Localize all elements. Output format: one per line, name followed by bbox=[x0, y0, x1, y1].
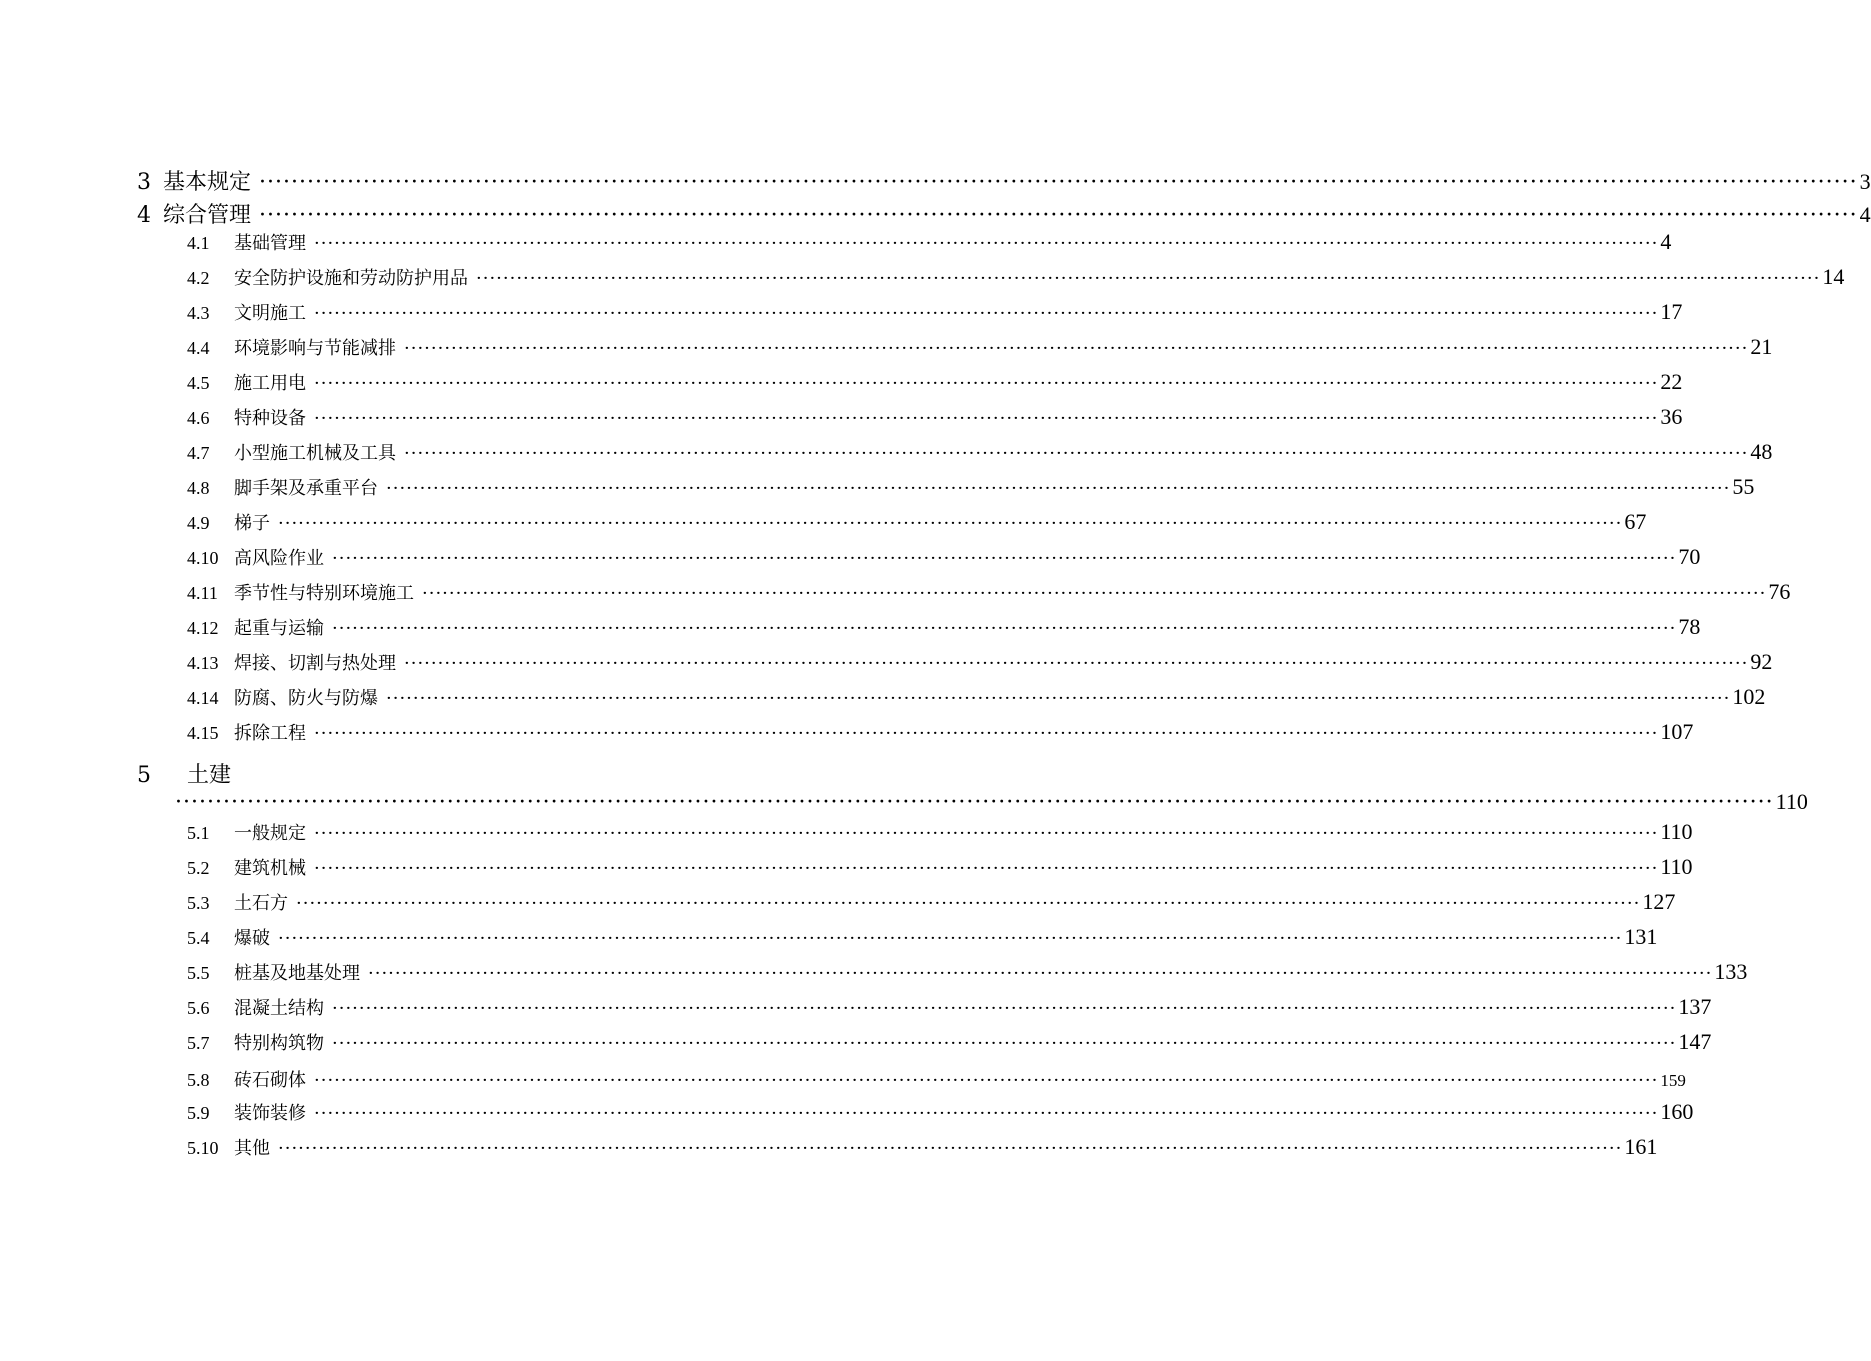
dot-leader: ········································································································································································································ bbox=[314, 858, 1659, 879]
toc-page-number: 4 bbox=[1859, 202, 1871, 227]
dot-leader: ········································································································································································································ bbox=[476, 268, 1821, 289]
toc-entry[interactable] bbox=[187, 614, 1701, 640]
toc-number: 5.4 bbox=[187, 928, 210, 948]
toc-title: 焊接、切割与热处理 bbox=[234, 653, 396, 674]
toc-number: 5.5 bbox=[187, 963, 210, 983]
dot-leader: ········································································································································································································ bbox=[422, 583, 1767, 604]
toc-page-number: 107 bbox=[1660, 719, 1694, 744]
dot-leader: ········································································································································································································ bbox=[175, 790, 1774, 815]
toc-title: 防腐、防火与防爆 bbox=[234, 688, 378, 709]
toc-title: 施工用电 bbox=[234, 373, 306, 394]
toc-entry[interactable] bbox=[187, 509, 1647, 535]
toc-page-number: 36 bbox=[1660, 404, 1683, 429]
toc-page-number: 70 bbox=[1678, 544, 1701, 569]
toc-entry[interactable] bbox=[187, 854, 1693, 880]
dot-leader: ········································································································································································································ bbox=[404, 338, 1749, 359]
toc-entry[interactable] bbox=[187, 299, 1683, 325]
toc-number: 5.6 bbox=[187, 998, 210, 1018]
toc-entry[interactable] bbox=[187, 439, 1773, 465]
toc-page-number: 161 bbox=[1624, 1134, 1658, 1159]
toc-entry[interactable] bbox=[187, 959, 1748, 985]
toc-page-number: 17 bbox=[1660, 299, 1683, 324]
toc-title: 特种设备 bbox=[234, 408, 306, 429]
toc-title: 拆除工程 bbox=[234, 723, 306, 744]
dot-leader: ········································································································································································································ bbox=[332, 998, 1677, 1019]
toc-entry[interactable] bbox=[187, 369, 1683, 395]
toc-title: 砖石砌体 bbox=[234, 1070, 306, 1091]
toc-title: 一般规定 bbox=[234, 823, 306, 844]
toc-title: 爆破 bbox=[234, 928, 270, 949]
dot-leader: ········································································································································································································ bbox=[332, 618, 1677, 639]
toc-entry[interactable] bbox=[187, 404, 1683, 430]
toc-entry[interactable] bbox=[187, 544, 1701, 570]
toc-entry[interactable] bbox=[187, 819, 1693, 845]
dot-leader: ········································································································································································································ bbox=[404, 653, 1749, 674]
toc-title: 混凝土结构 bbox=[234, 998, 324, 1019]
toc-entry[interactable] bbox=[187, 1134, 1658, 1160]
toc-title: 桩基及地基处理 bbox=[234, 963, 360, 984]
toc-number: 4.12 bbox=[187, 618, 219, 638]
toc-title: 其他 bbox=[234, 1138, 270, 1159]
toc-title: 小型施工机械及工具 bbox=[234, 443, 396, 464]
toc-title: 季节性与特别环境施工 bbox=[234, 583, 414, 604]
toc-entry[interactable] bbox=[187, 889, 1676, 915]
toc-number: 4.10 bbox=[187, 548, 219, 568]
toc-page-number: 110 bbox=[1660, 854, 1693, 879]
toc-entry[interactable] bbox=[187, 1066, 1686, 1092]
toc-title: 基本规定 bbox=[163, 170, 252, 195]
toc-number: 4.4 bbox=[187, 338, 210, 358]
dot-leader: ········································································································································································································ bbox=[259, 170, 1858, 195]
toc-title: 土石方 bbox=[234, 893, 288, 914]
toc-number: 4.8 bbox=[187, 478, 210, 498]
dot-leader: ········································································································································································································ bbox=[314, 823, 1659, 844]
toc-number: 4.11 bbox=[187, 583, 218, 603]
toc-number: 5.1 bbox=[187, 823, 210, 843]
toc-page-number: 133 bbox=[1714, 959, 1748, 984]
dot-leader: ········································································································································································································ bbox=[314, 723, 1659, 744]
toc-page-number: 110 bbox=[1660, 819, 1693, 844]
toc-number: 5.3 bbox=[187, 893, 210, 913]
toc-number: 4.6 bbox=[187, 408, 210, 428]
toc-entry[interactable] bbox=[187, 474, 1755, 500]
toc-page-number: 67 bbox=[1624, 509, 1647, 534]
dot-leader: ········································································································································································································ bbox=[332, 548, 1677, 569]
toc-title: 建筑机械 bbox=[234, 858, 306, 879]
toc-entry[interactable] bbox=[187, 334, 1773, 360]
toc-page-number: 110 bbox=[1775, 789, 1808, 814]
toc-number: 4.9 bbox=[187, 513, 210, 533]
toc-number: 4.15 bbox=[187, 723, 219, 743]
toc-page-number: 159 bbox=[1660, 1071, 1686, 1090]
toc-number: 4.3 bbox=[187, 303, 210, 323]
dot-leader: ········································································································································································································ bbox=[404, 443, 1749, 464]
toc-entry[interactable] bbox=[187, 264, 1845, 290]
toc-entry[interactable] bbox=[137, 198, 1871, 229]
toc-title: 文明施工 bbox=[234, 303, 306, 324]
toc-page-number: 21 bbox=[1750, 334, 1773, 359]
toc-number: 3 bbox=[137, 170, 151, 195]
toc-title: 环境影响与节能减排 bbox=[234, 338, 396, 359]
toc-entry[interactable] bbox=[187, 579, 1791, 605]
toc-entry[interactable] bbox=[187, 1029, 1712, 1055]
toc-entry-continuation[interactable] bbox=[175, 789, 1808, 815]
toc-title: 特别构筑物 bbox=[234, 1033, 324, 1054]
toc-page-number: 131 bbox=[1624, 924, 1658, 949]
toc-page-number: 92 bbox=[1750, 649, 1773, 674]
toc-entry[interactable] bbox=[187, 719, 1694, 745]
toc-number: 4.14 bbox=[187, 688, 219, 708]
toc-page-number: 4 bbox=[1660, 229, 1672, 254]
toc-entry[interactable] bbox=[187, 1099, 1694, 1125]
toc-page-number: 160 bbox=[1660, 1099, 1694, 1124]
toc-page-number: 48 bbox=[1750, 439, 1773, 464]
toc-entry[interactable] bbox=[187, 684, 1766, 710]
toc-number: 5.8 bbox=[187, 1070, 210, 1090]
toc-page-number: 76 bbox=[1768, 579, 1791, 604]
toc-entry[interactable] bbox=[187, 924, 1658, 950]
toc-page-number: 55 bbox=[1732, 474, 1755, 499]
toc-title: 安全防护设施和劳动防护用品 bbox=[234, 268, 468, 289]
toc-entry[interactable] bbox=[137, 165, 1871, 196]
toc-number: 4.1 bbox=[187, 233, 210, 253]
toc-page-number: 14 bbox=[1822, 264, 1845, 289]
dot-leader: ········································································································································································································ bbox=[314, 1070, 1659, 1091]
toc-title: 综合管理 bbox=[163, 203, 252, 228]
toc-title: 脚手架及承重平台 bbox=[234, 478, 378, 499]
toc-entry[interactable] bbox=[187, 994, 1712, 1020]
toc-title: 高风险作业 bbox=[234, 548, 324, 569]
dot-leader: ········································································································································································································ bbox=[368, 963, 1713, 984]
toc-number: 4.2 bbox=[187, 268, 210, 288]
dot-leader: ········································································································································································································ bbox=[296, 893, 1641, 914]
dot-leader: ········································································································································································································ bbox=[386, 688, 1731, 709]
dot-leader: ········································································································································································································ bbox=[278, 513, 1623, 534]
toc-page-number: 147 bbox=[1678, 1029, 1712, 1054]
toc-page-number: 78 bbox=[1678, 614, 1701, 639]
toc-page-number: 102 bbox=[1732, 684, 1766, 709]
toc-number: 5.9 bbox=[187, 1103, 210, 1123]
dot-leader: ········································································································································································································ bbox=[259, 203, 1858, 228]
toc-entry[interactable] bbox=[187, 649, 1773, 675]
toc-title: 梯子 bbox=[234, 513, 270, 534]
toc-number: 5.2 bbox=[187, 858, 210, 878]
toc-number: 4.5 bbox=[187, 373, 210, 393]
toc-number: 4.13 bbox=[187, 653, 219, 673]
toc-chapter-heading[interactable] bbox=[137, 758, 231, 789]
toc-page-number: 137 bbox=[1678, 994, 1712, 1019]
toc-title: 基础管理 bbox=[234, 233, 306, 254]
dot-leader: ········································································································································································································ bbox=[314, 408, 1659, 429]
toc-number: 4 bbox=[137, 203, 151, 228]
dot-leader: ········································································································································································································ bbox=[314, 373, 1659, 394]
toc-number: 5.10 bbox=[187, 1138, 219, 1158]
dot-leader: ········································································································································································································ bbox=[386, 478, 1731, 499]
toc-page-number: 22 bbox=[1660, 369, 1683, 394]
dot-leader: ········································································································································································································ bbox=[278, 928, 1623, 949]
dot-leader: ········································································································································································································ bbox=[314, 233, 1659, 254]
dot-leader: ········································································································································································································ bbox=[314, 303, 1659, 324]
toc-number: 4.7 bbox=[187, 443, 210, 463]
dot-leader: ········································································································································································································ bbox=[278, 1138, 1623, 1159]
dot-leader: ········································································································································································································ bbox=[314, 1103, 1659, 1124]
toc-page-number: 127 bbox=[1642, 889, 1676, 914]
toc-title: 装饰装修 bbox=[234, 1103, 306, 1124]
toc-entry[interactable] bbox=[187, 229, 1672, 255]
toc-number: 5.7 bbox=[187, 1033, 210, 1053]
toc-title: 土建 bbox=[187, 763, 232, 788]
toc-page-number: 3 bbox=[1859, 169, 1871, 194]
toc-title: 起重与运输 bbox=[234, 618, 324, 639]
toc-number: 5 bbox=[137, 763, 151, 788]
dot-leader: ········································································································································································································ bbox=[332, 1033, 1677, 1054]
